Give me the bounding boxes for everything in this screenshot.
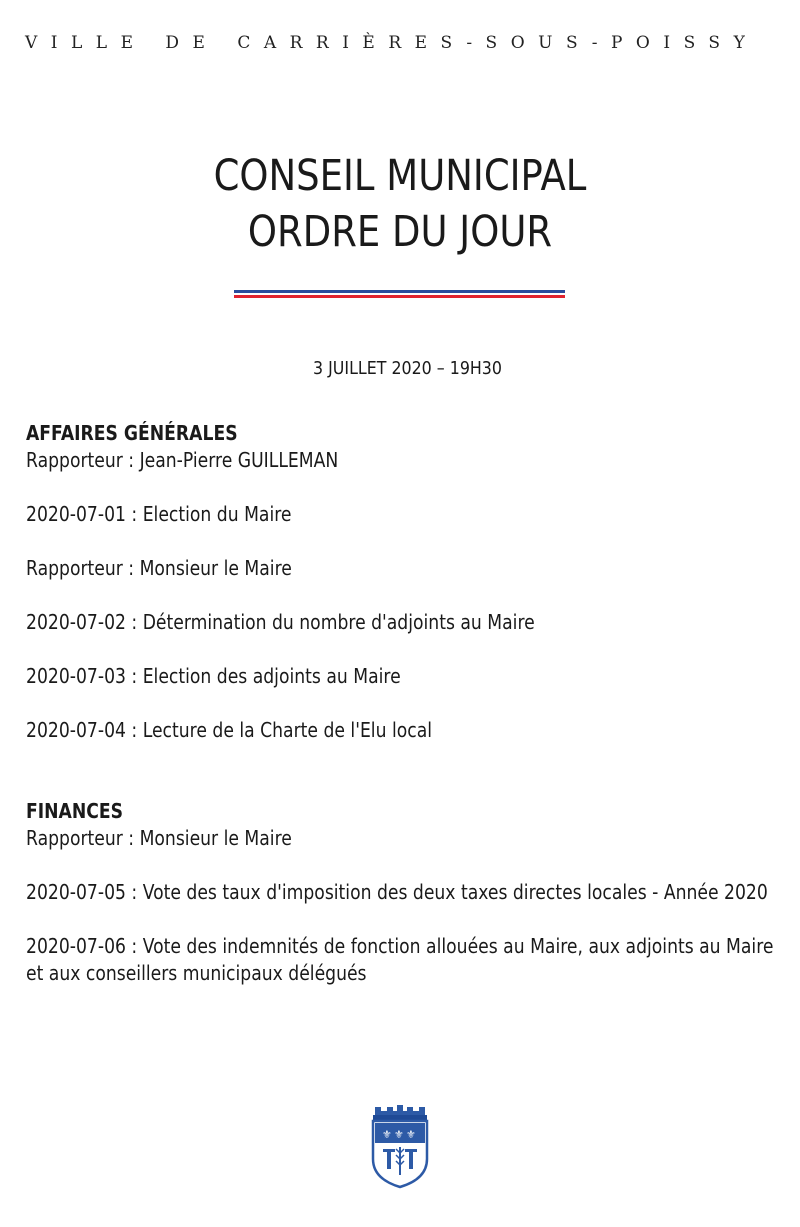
agenda-item: 2020-07-05 : Vote des taux d'imposition des deux taxes directes locales - Année 2020	[26, 880, 768, 904]
section-title: FINANCES	[26, 799, 124, 823]
svg-text:⚜: ⚜	[394, 1128, 404, 1141]
section-title: AFFAIRES GÉNÉRALES	[26, 421, 238, 445]
svg-text:⚜: ⚜	[406, 1128, 416, 1141]
section-finances	[26, 798, 783, 987]
tricolor-red-bar	[234, 295, 565, 298]
title-line-1: CONSEIL MUNICIPAL	[213, 151, 587, 201]
agenda-item: 2020-07-02 : Détermination du nombre d'adjoints au Maire	[26, 610, 535, 634]
tricolor-divider	[234, 290, 565, 300]
agenda-item: 2020-07-06 : Vote des indemnités de fonction allouées au Maire, aux adjoints au Maire et aux conseillers municipaux délégués	[26, 934, 774, 985]
agenda-item: 2020-07-01 : Election du Maire	[26, 502, 292, 526]
agenda-item: 2020-07-03 : Election des adjoints au Maire	[26, 664, 401, 688]
title-line-2: ORDRE DU JOUR	[247, 207, 553, 257]
page-title	[56, 148, 744, 260]
meeting-date: 3 JUILLET 2020 – 19H30	[313, 358, 502, 379]
tricolor-blue-bar	[234, 290, 565, 293]
rapporteur: Rapporteur : Monsieur le Maire	[26, 826, 292, 850]
agenda-item: 2020-07-04 : Lecture de la Charte de l'Elu local	[26, 718, 433, 742]
section-affaires-generales	[26, 420, 783, 744]
city-header: VILLE DE CARRIÈRES-SOUS-POISSY	[25, 33, 759, 53]
city-crest-logo	[371, 1103, 429, 1189]
rapporteur: Rapporteur : Jean-Pierre GUILLEMAN	[26, 448, 339, 472]
svg-text:⚜: ⚜	[382, 1128, 392, 1141]
agenda	[26, 420, 783, 987]
agenda-item: Rapporteur : Monsieur le Maire	[26, 556, 292, 580]
